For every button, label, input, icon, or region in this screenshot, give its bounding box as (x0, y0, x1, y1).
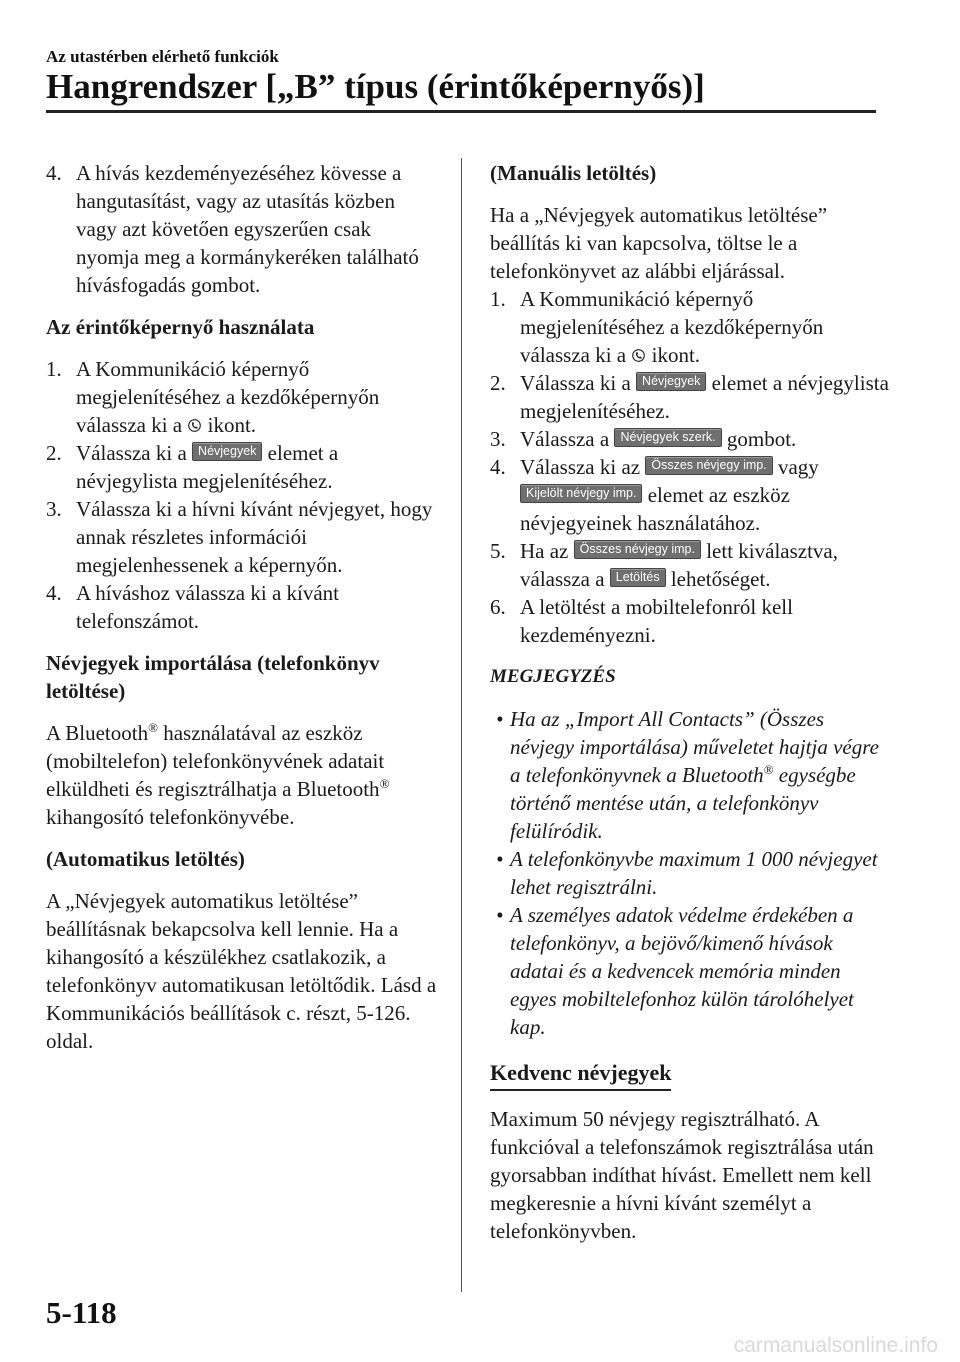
step-text: Válassza ki a hívni kívánt névjegyet, hogy annak részletes információi megjelenhessenek a képernyőn. (76, 497, 433, 577)
manual-step-6 (490, 593, 890, 649)
registered-mark: ® (379, 776, 390, 791)
phone-icon (188, 418, 201, 433)
step-text: lehetőséget. (670, 567, 771, 591)
page-number: 5-118 (46, 1295, 117, 1330)
step-text: Válassza ki a (76, 441, 187, 465)
touch-heading: Az érintőképernyő használata (46, 315, 315, 339)
import-selected-contact-button[interactable]: Kijelölt névjegy imp. (520, 484, 642, 503)
manual-heading: (Manuális letöltés) (490, 161, 657, 185)
manual-step-4 (490, 453, 890, 537)
bullet: • (496, 903, 504, 927)
step-text: vagy (777, 455, 819, 479)
paragraph-text: A Bluetooth (46, 721, 149, 745)
auto-heading: (Automatikus letöltés) (46, 847, 245, 871)
bullet: • (496, 707, 504, 731)
title-rule (46, 110, 876, 113)
step-number: 2. (46, 441, 62, 465)
step-text: elemet a névjegylista megjelenítéséhez. (520, 371, 889, 423)
download-button[interactable]: Letöltés (610, 568, 666, 587)
step-text: ikont. (207, 413, 257, 437)
step-text: elemet a névjegylista megjelenítéséhez. (76, 441, 339, 493)
note-text: A telefonkönyvbe maximum 1 000 névjegyet lehet regisztrálni. (510, 847, 878, 899)
step-text: Válassza ki a (520, 371, 631, 395)
note-text: A személyes adatok védelme érdekében a telefonkönyv, a bejövő/kimenő hívások adatai és a kedvencek memória minden egyes mobiltelefonhoz külön tárolóhelyet kap. (510, 903, 854, 1039)
step-number: 3. (46, 497, 62, 521)
step-text: A Kommunikáció képernyő megjelenítéséhez a kezdőképernyőn válassza ki a (76, 357, 380, 437)
favorites-heading: Kedvenc névjegyek (490, 1059, 671, 1091)
step-text: A Kommunikáció képernyő megjelenítéséhez a kezdőképernyőn válassza ki a (520, 287, 824, 367)
step-text: A letöltést a mobiltelefonról kell kezdeményezni. (520, 595, 793, 647)
import-heading: Névjegyek importálása (telefonkönyv letöltése) (46, 651, 380, 703)
favorites-paragraph: Maximum 50 névjegy regisztrálható. A funkcióval a telefonszámok regisztrálása után gyorsabban indíthat hívást. Emellett nem kell megkeresnie a hívni kívánt személyt a telefonkönyvben. (490, 1107, 874, 1243)
step-4 (46, 159, 438, 299)
step-text: elemet az eszköz névjegyeinek használatához. (520, 483, 790, 535)
registered-mark: ® (763, 762, 774, 777)
note-item (490, 901, 890, 1041)
step-text: A hívás kezdeményezéséhez kövesse a hangutasítást, vagy az utasítás közben vagy azt követően egyszerűen csak nyomja meg a kormánykeréken található hívásfogadás gombot. (76, 161, 419, 297)
section-label: Az utastérben elérhető funkciók (46, 47, 279, 66)
manual-paragraph: Ha a „Névjegyek automatikus letöltése” beállítás ki van kapcsolva, töltse le a telefonkönyvet az alábbi eljárással. (490, 203, 828, 283)
step-text: Válassza ki az (520, 455, 641, 479)
page-title: Hangrendszer [„B” típus (érintőképernyős)] (46, 67, 705, 106)
step-text: Ha az (520, 539, 569, 563)
step-number: 3. (490, 427, 506, 451)
registered-mark: ® (148, 720, 158, 735)
watermark: carmanualsonline.info (733, 1334, 938, 1357)
step-text: ikont. (651, 343, 701, 367)
step-text: Válassza a (520, 427, 610, 451)
step-number: 6. (490, 595, 506, 619)
touch-step-4 (46, 579, 438, 635)
step-number: 4. (46, 161, 62, 185)
note-text: Ha az „Import All Contacts” (Összes névjegy importálása) műveletet hajtja végre a telefonkönyvnek a Bluetooth (510, 707, 879, 787)
column-divider (461, 158, 462, 1292)
touch-step-3 (46, 495, 438, 579)
phone-icon (632, 348, 645, 363)
step-number: 4. (46, 581, 62, 605)
contacts-button[interactable]: Névjegyek (192, 442, 262, 461)
import-all-contacts-button[interactable]: Összes névjegy imp. (645, 456, 772, 475)
paragraph-text: kihangosító telefonkönyvébe. (46, 805, 295, 829)
manual-step-3 (490, 425, 890, 453)
step-text: gombot. (726, 427, 797, 451)
step-number: 4. (490, 455, 506, 479)
manual-step-1 (490, 285, 890, 369)
import-paragraph (46, 719, 438, 831)
edit-contacts-button[interactable]: Névjegyek szerk. (614, 428, 721, 447)
note-title: MEGJEGYZÉS (490, 666, 616, 687)
manual-step-2 (490, 369, 890, 425)
bullet: • (496, 847, 504, 871)
note-text: egységbe történő mentése után, a telefonkönyv felülíródik. (510, 763, 856, 843)
auto-paragraph: A „Névjegyek automatikus letöltése” beállításnak bekapcsolva kell lennie. Ha a kihangosító a készülékhez csatlakozik, a telefonkönyv automatikusan letöltődik. Lásd a Kommunikációs beállítások c. részt, 5-126. oldal. (46, 889, 437, 1053)
left-column (46, 159, 438, 1055)
contacts-button[interactable]: Névjegyek (636, 372, 706, 391)
step-number: 1. (46, 357, 62, 381)
import-all-contacts-button[interactable]: Összes névjegy imp. (574, 540, 701, 559)
note-item (490, 845, 890, 901)
touch-step-1 (46, 355, 438, 439)
step-number: 2. (490, 371, 506, 395)
paragraph-text: használatával az eszköz (mobiltelefon) telefonkönyvének adatait elküldheti és regisztrálhatja a Bluetooth (46, 721, 385, 801)
step-number: 1. (490, 287, 506, 311)
note-item (490, 705, 890, 845)
touch-step-2 (46, 439, 438, 495)
step-text: lett kiválasztva, válassza a (520, 539, 839, 591)
right-column (490, 159, 890, 1245)
manual-step-5 (490, 537, 890, 593)
step-text: A híváshoz válassza ki a kívánt telefonszámot. (76, 581, 340, 633)
step-number: 5. (490, 539, 506, 563)
